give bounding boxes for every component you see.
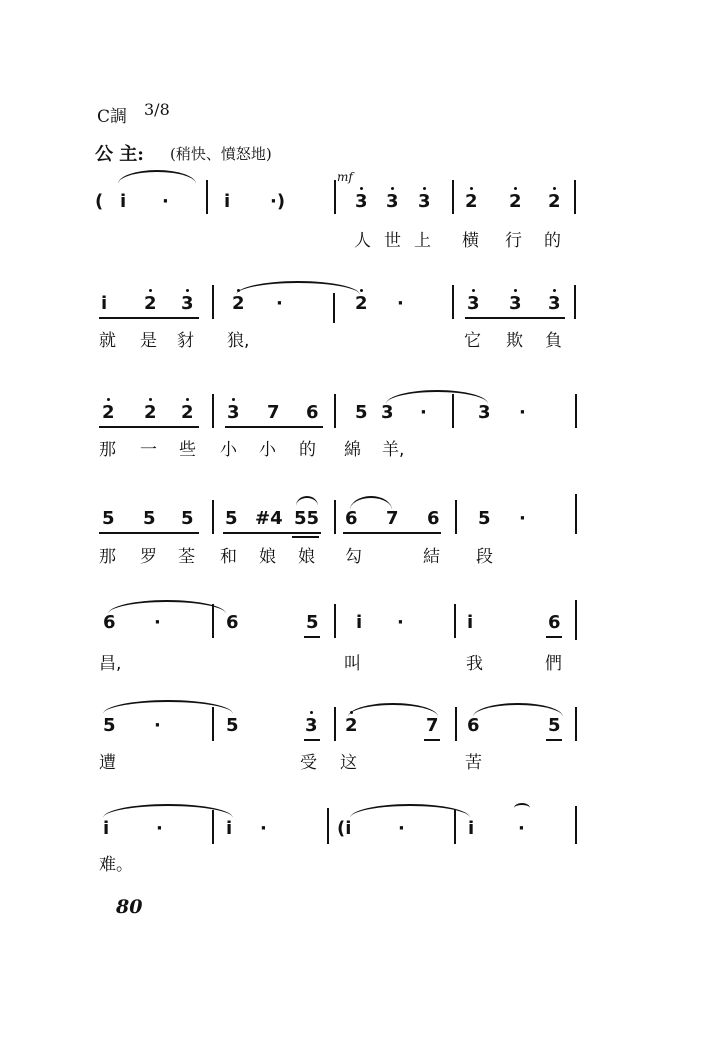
- note: i: [226, 818, 233, 839]
- note: 5: [548, 715, 561, 736]
- lyric: 小: [259, 440, 276, 460]
- bar-line: [455, 707, 457, 741]
- key-signature: C調: [97, 107, 128, 127]
- underline: [225, 426, 323, 428]
- note: ·: [397, 293, 404, 314]
- lyric: 是: [140, 331, 157, 351]
- note: #4: [255, 508, 283, 529]
- note: 3: [467, 293, 480, 314]
- note: ·: [154, 715, 161, 736]
- note: ·: [154, 612, 161, 633]
- lyric: 人: [354, 231, 371, 251]
- note: ·: [397, 612, 404, 633]
- slur: [348, 703, 438, 717]
- lyric: 昌,: [99, 654, 122, 674]
- note: 2: [232, 293, 245, 314]
- note: 3: [478, 402, 491, 423]
- note: (: [95, 191, 104, 212]
- note: 3: [227, 402, 240, 423]
- note: 2: [102, 402, 115, 423]
- octave-dot: [107, 398, 110, 401]
- octave-dot: [186, 398, 189, 401]
- note: 7: [386, 508, 399, 529]
- note: 55: [294, 508, 320, 529]
- lyric: 那: [99, 547, 116, 567]
- slur: [118, 170, 196, 184]
- lyric: 的: [299, 440, 316, 460]
- octave-dot: [360, 289, 363, 292]
- lyric: 娘: [298, 547, 315, 567]
- lyric: 行: [505, 231, 522, 251]
- note: i: [467, 612, 474, 633]
- octave-dot: [514, 187, 517, 190]
- note: ·: [260, 818, 267, 839]
- note: 5: [355, 402, 368, 423]
- note: 5: [143, 508, 156, 529]
- tie: [108, 600, 226, 614]
- page-number: 80: [116, 896, 143, 918]
- lyric: 勾: [345, 547, 362, 567]
- octave-dot: [423, 187, 426, 190]
- bar-line: [334, 180, 336, 214]
- octave-dot: [310, 711, 313, 714]
- note: 3: [509, 293, 522, 314]
- lyric: 这: [340, 753, 357, 773]
- octave-dot: [553, 289, 556, 292]
- note: ·: [519, 508, 526, 529]
- note: 2: [181, 402, 194, 423]
- lyric: 結: [423, 547, 440, 567]
- note: 2: [465, 191, 478, 212]
- slur: [296, 496, 318, 506]
- bar-line: [452, 180, 454, 214]
- note: 3: [305, 715, 318, 736]
- note: ·: [162, 191, 169, 212]
- lyric: 和: [220, 547, 237, 567]
- underline: [546, 636, 562, 638]
- note: 6: [467, 715, 480, 736]
- bar-line: [575, 707, 577, 741]
- note: i: [356, 612, 363, 633]
- note: 7: [267, 402, 280, 423]
- lyric: 世: [384, 231, 401, 251]
- note: 6: [226, 612, 239, 633]
- note: ·): [270, 191, 286, 212]
- underline: [304, 636, 320, 638]
- bar-line: [454, 810, 456, 844]
- lyric: 荃: [178, 547, 195, 567]
- octave-dot: [186, 289, 189, 292]
- underline: [304, 739, 320, 741]
- underline: [546, 739, 562, 741]
- bar-line: [575, 494, 577, 534]
- note: (i: [337, 818, 352, 839]
- note: 6: [103, 612, 116, 633]
- note: 5: [306, 612, 319, 633]
- underline: [292, 536, 319, 538]
- note: 3: [381, 402, 394, 423]
- underline: [465, 317, 565, 319]
- lyric: 它: [464, 331, 481, 351]
- bar-line: [455, 500, 457, 534]
- underline: [223, 532, 321, 534]
- bar-line: [212, 394, 214, 428]
- note: 3: [355, 191, 368, 212]
- note: 5: [478, 508, 491, 529]
- bar-line: [334, 604, 336, 638]
- note: 5: [226, 715, 239, 736]
- underline: [99, 426, 199, 428]
- note: 6: [427, 508, 440, 529]
- bar-line: [206, 180, 208, 214]
- lyric: 們: [545, 654, 562, 674]
- bar-line: [212, 285, 214, 319]
- lyric: 我: [466, 654, 483, 674]
- note: ·: [276, 293, 283, 314]
- bar-line: [334, 500, 336, 534]
- note: i: [103, 818, 110, 839]
- octave-dot: [391, 187, 394, 190]
- octave-dot: [472, 289, 475, 292]
- octave-dot: [360, 187, 363, 190]
- bar-line: [574, 285, 576, 319]
- note: ·: [420, 402, 427, 423]
- note: 2: [144, 293, 157, 314]
- lyric: 叫: [344, 654, 361, 674]
- bar-line: [574, 180, 576, 214]
- lyric: 欺: [506, 331, 523, 351]
- octave-dot: [149, 289, 152, 292]
- lyric: 段: [476, 547, 493, 567]
- fermata-icon: [514, 803, 530, 813]
- note: 3: [418, 191, 431, 212]
- lyric: 上: [414, 231, 431, 251]
- lyric: 狼,: [227, 331, 250, 351]
- tie: [236, 281, 360, 295]
- lyric: 遭: [99, 753, 116, 773]
- bar-line: [452, 394, 454, 428]
- note: i: [120, 191, 127, 212]
- note: ·: [518, 818, 525, 839]
- bar-line: [334, 394, 336, 428]
- lyric: 罗: [140, 547, 157, 567]
- underline: [99, 317, 199, 319]
- note: ·: [398, 818, 405, 839]
- bar-line: [575, 394, 577, 428]
- lyric: 苦: [465, 753, 482, 773]
- note: 6: [548, 612, 561, 633]
- note: 5: [181, 508, 194, 529]
- lyric: 小: [220, 440, 237, 460]
- bar-line: [212, 604, 214, 638]
- role-label: 公 主:: [95, 144, 144, 165]
- lyric: 綿: [344, 440, 361, 460]
- lyric: 羊,: [382, 440, 405, 460]
- note: 6: [306, 402, 319, 423]
- underline: [424, 739, 440, 741]
- note: 2: [548, 191, 561, 212]
- time-signature: 3/8: [144, 100, 170, 119]
- note: 5: [102, 508, 115, 529]
- octave-dot: [237, 289, 240, 292]
- bar-line: [575, 600, 577, 640]
- lyric: 难。: [99, 855, 133, 875]
- underline: [343, 532, 441, 534]
- note: 2: [509, 191, 522, 212]
- lyric: 那: [99, 440, 116, 460]
- note: i: [468, 818, 475, 839]
- lyric: 娘: [259, 547, 276, 567]
- note: 7: [426, 715, 439, 736]
- bar-line: [212, 810, 214, 844]
- note: 5: [225, 508, 238, 529]
- bar-line: [575, 806, 577, 844]
- note: 3: [386, 191, 399, 212]
- bar-line: [452, 285, 454, 319]
- lyric: 負: [545, 331, 562, 351]
- performance-direction: (稍快、憤怒地): [170, 145, 272, 163]
- note: 2: [345, 715, 358, 736]
- octave-dot: [232, 398, 235, 401]
- bar-line: [333, 293, 335, 323]
- tie: [386, 390, 488, 404]
- octave-dot: [514, 289, 517, 292]
- octave-dot: [470, 187, 473, 190]
- lyric: 的: [544, 231, 561, 251]
- octave-dot: [553, 187, 556, 190]
- dynamic-marking: mf: [337, 170, 353, 184]
- note: i: [224, 191, 231, 212]
- note: 2: [355, 293, 368, 314]
- octave-dot: [350, 711, 353, 714]
- lyric: 横: [462, 231, 479, 251]
- note: 5: [103, 715, 116, 736]
- bar-line: [327, 808, 329, 844]
- bar-line: [212, 500, 214, 534]
- tie: [350, 804, 470, 818]
- underline: [99, 532, 199, 534]
- bar-line: [212, 707, 214, 741]
- octave-dot: [149, 398, 152, 401]
- note: 3: [181, 293, 194, 314]
- lyric: 受: [300, 753, 317, 773]
- note: i: [101, 293, 108, 314]
- note: ·: [156, 818, 163, 839]
- lyric: 就: [99, 331, 116, 351]
- note: 3: [548, 293, 561, 314]
- note: ·: [519, 402, 526, 423]
- note: 6: [345, 508, 358, 529]
- note: 2: [144, 402, 157, 423]
- lyric: 一: [140, 440, 157, 460]
- lyric: 豺: [177, 331, 194, 351]
- bar-line: [454, 604, 456, 638]
- bar-line: [334, 707, 336, 741]
- lyric: 些: [179, 440, 196, 460]
